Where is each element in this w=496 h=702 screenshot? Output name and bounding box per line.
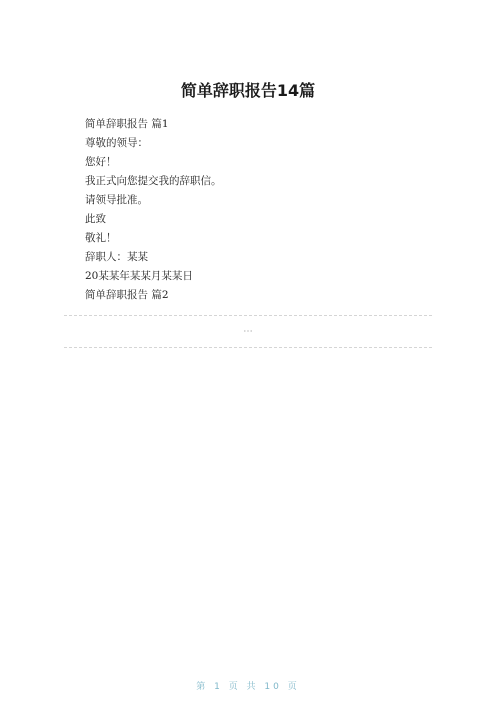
paragraph: 尊敬的领导： — [85, 137, 148, 149]
page-number-footer: 第 1 页 共 10 页 — [196, 682, 300, 692]
document-body — [64, 115, 432, 305]
paragraph: 敬礼！ — [85, 232, 117, 244]
paragraph: 简单辞职报告 篇2 — [85, 289, 169, 301]
paragraph: 我正式向您提交我的辞职信。 — [85, 175, 222, 187]
omitted-text-placeholder: ⋯ — [64, 315, 432, 348]
paragraph: 此致 — [85, 213, 106, 225]
paragraph: 辞职人：某某 — [85, 251, 148, 263]
document-title: 简单辞职报告14篇 — [180, 81, 316, 100]
paragraph: 20某某年某某月某某日 — [85, 270, 193, 282]
paragraph: 您好！ — [85, 156, 117, 168]
paragraph: 简单辞职报告 篇1 — [85, 118, 169, 130]
paragraph: 请领导批准。 — [85, 194, 148, 206]
